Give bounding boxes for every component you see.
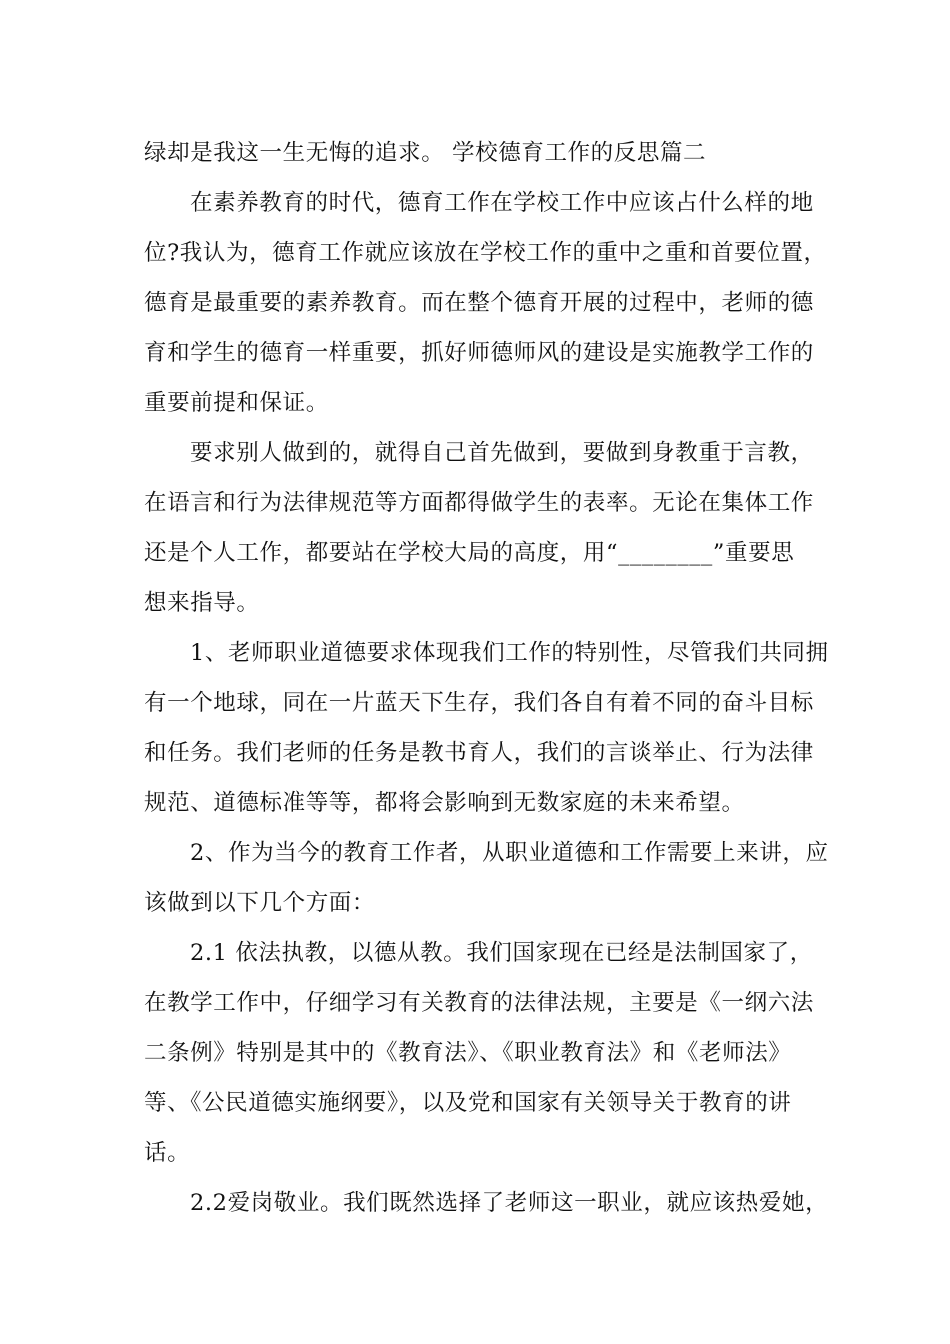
- text-line: 在素养教育的时代，德育工作在学校工作中应该占什么样的地: [190, 190, 814, 216]
- text-line: 在教学工作中，仔细学习有关教育的法律法规，主要是《一纲六法: [144, 990, 814, 1016]
- text-line: 和任务。我们老师的任务是教书育人，我们的言谈举止、行为法律: [144, 740, 814, 766]
- text-line: 德育是最重要的素养教育。而在整个德育开展的过程中，老师的德: [144, 290, 814, 316]
- text-line: 规范、道德标准等等，都将会影响到无数家庭的未来希望。: [144, 790, 745, 816]
- text-line: 二条例》特别是其中的《教育法》、《职业教育法》和《老师法》: [144, 1040, 792, 1066]
- text-line: 绿却是我这一生无悔的追求。 学校德育工作的反思篇二: [144, 140, 707, 166]
- text-line: 要求别人做到的，就得自己首先做到，要做到身教重于言教，: [190, 440, 814, 466]
- text-line: 想来指导。: [144, 590, 260, 616]
- text-line: 1、老师职业道德要求体现我们工作的特别性，尽管我们共同拥: [190, 640, 829, 666]
- text-line: 育和学生的德育一样重要，抓好师德师风的建设是实施教学工作的: [144, 340, 814, 366]
- text-line: 2.2爱岗敬业。我们既然选择了老师这一职业，就应该热爱她，: [190, 1190, 829, 1216]
- text-line: 话。: [144, 1140, 191, 1166]
- text-line: 有一个地球，同在一片蓝天下生存，我们各自有着不同的奋斗目标: [144, 690, 814, 716]
- text-line: 2、作为当今的教育工作者，从职业道德和工作需要上来讲，应: [190, 840, 829, 866]
- text-line: 等、《公民道德实施纲要》，以及党和国家有关领导关于教育的讲: [144, 1090, 792, 1116]
- text-line: 位?我认为，德育工作就应该放在学校工作的重中之重和首要位置，: [144, 240, 827, 266]
- text-line: 2.1 依法执教，以德从教。我们国家现在已经是法制国家了，: [190, 940, 813, 966]
- text-line: 该做到以下几个方面：: [144, 890, 376, 916]
- text-line: 重要前提和保证。: [144, 390, 329, 416]
- text-line: 在语言和行为法律规范等方面都得做学生的表率。无论在集体工作: [144, 490, 814, 516]
- text-line: 还是个人工作，都要站在学校大局的高度，用“________”重要思: [144, 540, 795, 566]
